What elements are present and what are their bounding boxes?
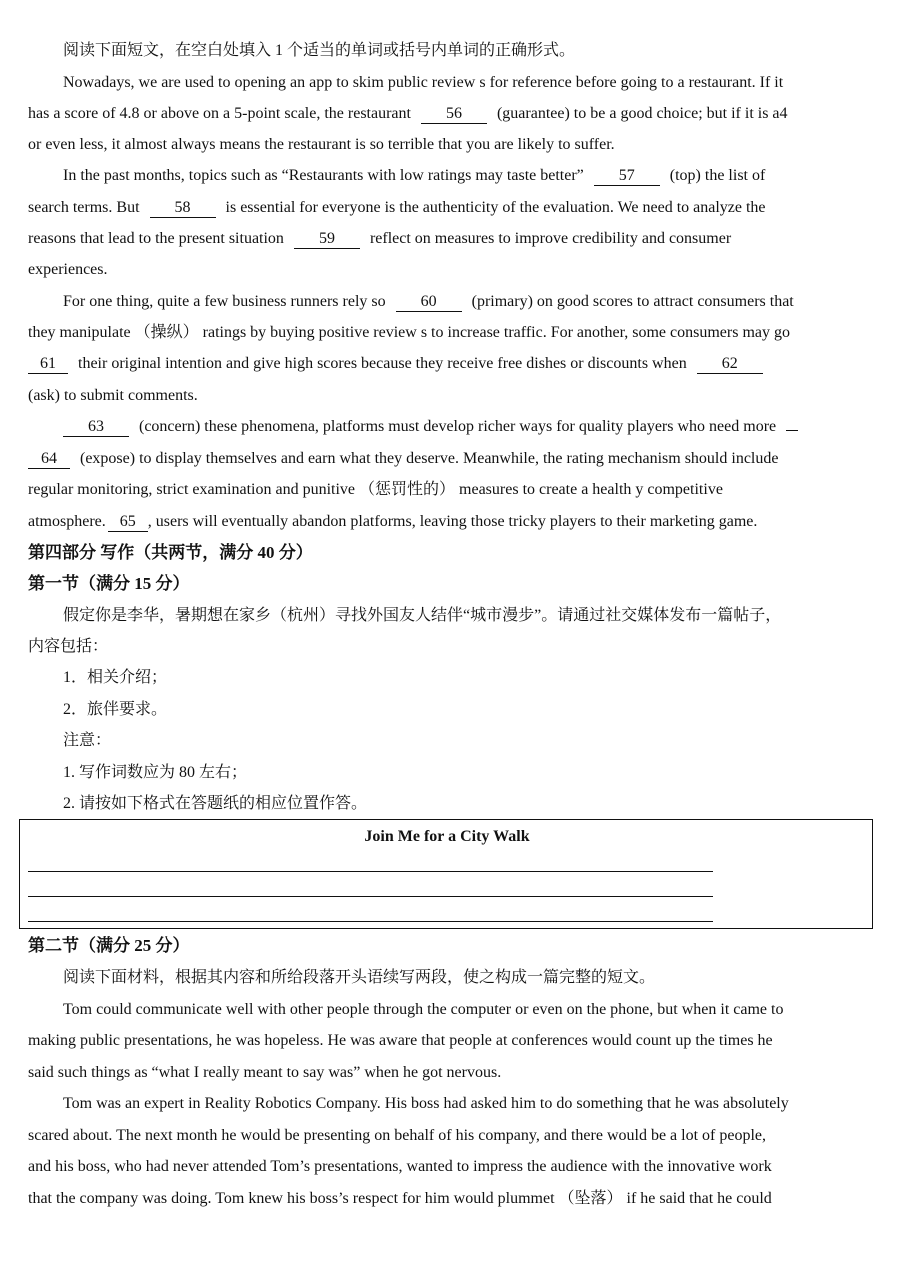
part2-instruction: 阅读下面材料，根据其内容和所给段落开头语续写两段，使之构成一篇完整的短文。 xyxy=(63,969,656,986)
cloze-p2-line1 xyxy=(63,165,900,187)
blank-62[interactable]: 62 xyxy=(697,355,763,374)
cloze-p3-line3 xyxy=(28,353,878,375)
cloze-p3-line1 xyxy=(63,291,900,313)
writing-line[interactable] xyxy=(28,871,713,872)
cloze-p3-line2: they manipulate （操纵） ratings by buying positive review s to increase traffic. For another, some consumers may go xyxy=(28,324,791,341)
text: (concern) these phenomena, platforms must develop richer ways for quality players who need more xyxy=(139,418,777,435)
cloze-p2-line3 xyxy=(28,228,878,250)
answer-format-box xyxy=(19,819,873,929)
part1-note-label: 注意： xyxy=(63,732,112,749)
text: reasons that lead to the present situation xyxy=(28,230,284,247)
part1-prompt-line2: 内容包括： xyxy=(28,638,109,655)
text: For one thing, quite a few business runners rely so xyxy=(63,293,386,310)
part1-item1: 1．相关介绍； xyxy=(63,669,168,686)
part1-prompt-line1: 假定你是李华，暑期想在家乡（杭州）寻找外国友人结伴“城市漫步”。请通过社交媒体发布一篇帖子， xyxy=(63,607,782,624)
writing-line[interactable] xyxy=(28,896,713,897)
part1-title: 第一节（满分 15 分） xyxy=(28,574,190,593)
part2-title: 第二节（满分 25 分） xyxy=(28,936,190,955)
text: reflect on measures to improve credibility and consumer xyxy=(369,230,732,247)
cloze-p4-line4 xyxy=(28,511,878,533)
blank-63[interactable]: 63 xyxy=(63,418,129,437)
answer-box-title: Join Me for a City Walk xyxy=(364,828,530,845)
blank-65[interactable]: 65 xyxy=(108,513,148,532)
text: is essential for everyone is the authenticity of the evaluation. We need to analyze the xyxy=(225,199,766,216)
text: (expose) to display themselves and earn what they deserve. Meanwhile, the rating mechanism should include xyxy=(80,450,779,467)
cloze-p1-line2 xyxy=(28,103,878,125)
cloze-p1-line3: or even less, it almost always means the restaurant is so terrible that you are likely to suffer. xyxy=(28,136,615,153)
cloze-instruction: 阅读下面短文，在空白处填入 1 个适当的单词或括号内单词的正确形式。 xyxy=(63,42,576,59)
passage-p2-line3: and his boss, who had never attended Tom’s presentations, wanted to impress the audience with the innovative work xyxy=(28,1158,772,1175)
cloze-p1-line1: Nowadays, we are used to opening an app to skim public review s for reference before going to a restaurant. If it xyxy=(63,74,784,91)
passage-p1-line1: Tom could communicate well with other people through the computer or even on the phone, but when it came to xyxy=(63,1001,784,1018)
text: atmosphere. xyxy=(28,513,106,530)
blank-57[interactable]: 57 xyxy=(594,167,660,186)
text: has a score of 4.8 or above on a 5-point scale, the restaurant xyxy=(28,105,411,122)
part1-note2: 2. 请按如下格式在答题纸的相应位置作答。 xyxy=(63,795,368,812)
text: their original intention and give high scores because they receive free dishes or discounts when xyxy=(78,355,687,372)
blank-61[interactable]: 61 xyxy=(28,355,68,374)
part1-item2: 2．旅伴要求。 xyxy=(63,701,168,718)
cloze-p4-line3: regular monitoring, strict examination and punitive （惩罚性的） measures to create a health y competitive xyxy=(28,481,723,498)
cloze-p2-line2 xyxy=(28,197,878,219)
blank-59[interactable]: 59 xyxy=(294,230,360,249)
text: In the past months, topics such as “Restaurants with low ratings may taste better” xyxy=(63,167,584,184)
text: (primary) on good scores to attract consumers that xyxy=(471,293,794,310)
passage-p1-line3: said such things as “what I really meant to say was” when he got nervous. xyxy=(28,1064,502,1081)
text: (top) the list of xyxy=(669,167,766,184)
cloze-p4-line1 xyxy=(63,416,900,438)
section4-title: 第四部分 写作（共两节，满分 40 分） xyxy=(28,543,313,562)
blank-64[interactable]: 64 xyxy=(28,450,70,469)
text: , users will eventually abandon platforms, leaving those tricky players to their marketing game. xyxy=(147,513,758,530)
passage-p2-line4: that the company was doing. Tom knew his boss’s respect for him would plummet （坠落） if he said that he could xyxy=(28,1190,772,1207)
passage-p1-line2: making public presentations, he was hopeless. He was aware that people at conferences would count up the times he xyxy=(28,1032,773,1049)
part1-note1: 1. 写作词数应为 80 左右； xyxy=(63,764,248,781)
blank-56[interactable]: 56 xyxy=(421,105,487,124)
cloze-p4-line2 xyxy=(28,448,878,470)
text: (guarantee) to be a good choice; but if it is a4 xyxy=(496,105,788,122)
blank-60[interactable]: 60 xyxy=(396,293,462,312)
cloze-p2-line4: experiences. xyxy=(28,261,108,278)
passage-p2-line2: scared about. The next month he would be presenting on behalf of his company, and there would be a lot of people, xyxy=(28,1127,767,1144)
text: search terms. But xyxy=(28,199,140,216)
cloze-p3-line4: (ask) to submit comments. xyxy=(28,387,198,404)
blank-64-start xyxy=(786,430,798,431)
passage-p2-line1: Tom was an expert in Reality Robotics Company. His boss had asked him to do something that he was absolutely xyxy=(63,1095,789,1112)
writing-line[interactable] xyxy=(28,921,713,922)
blank-58[interactable]: 58 xyxy=(150,199,216,218)
